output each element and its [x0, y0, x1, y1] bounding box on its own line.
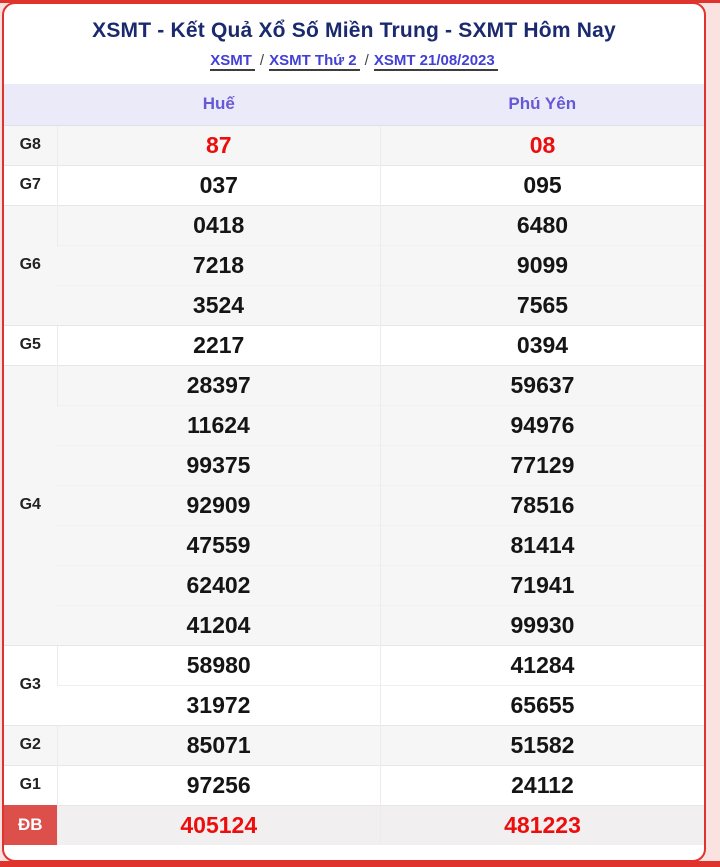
prize-value: 08	[381, 125, 705, 165]
prize-value: 59637	[381, 365, 705, 405]
results-card	[2, 2, 706, 862]
prize-value: 99375	[57, 445, 381, 485]
prize-value: 24112	[381, 765, 705, 805]
prize-column-header	[4, 84, 57, 125]
prize-value: 6480	[381, 205, 705, 245]
prize-value: 7565	[381, 285, 705, 325]
prize-value: 3524	[57, 285, 381, 325]
table-row-g8	[4, 125, 704, 165]
prize-value: 65655	[381, 685, 705, 725]
table-row-g6	[4, 285, 704, 325]
prize-label-g4: G4	[4, 365, 57, 645]
prize-value: 85071	[57, 725, 381, 765]
table-row-g4	[4, 605, 704, 645]
table-row-g2	[4, 725, 704, 765]
header-area	[4, 4, 704, 84]
prize-label-g5: G5	[4, 325, 57, 365]
prize-label-db: ĐB	[4, 805, 57, 845]
prize-value: 41204	[57, 605, 381, 645]
table-row-g4	[4, 525, 704, 565]
table-row-g4	[4, 565, 704, 605]
table-row-g4	[4, 405, 704, 445]
prize-value: 28397	[57, 365, 381, 405]
prize-value: 62402	[57, 565, 381, 605]
table-row-g3	[4, 645, 704, 685]
breadcrumb-link-xsmt-date[interactable]: XSMT 21/08/2023	[374, 52, 498, 71]
prize-label-g8: G8	[4, 125, 57, 165]
prize-value: 94976	[381, 405, 705, 445]
prize-value: 41284	[381, 645, 705, 685]
prize-value: 9099	[381, 245, 705, 285]
breadcrumb-separator: /	[259, 52, 265, 69]
prize-value: 51582	[381, 725, 705, 765]
prize-value: 481223	[381, 805, 705, 845]
prize-label-g1: G1	[4, 765, 57, 805]
breadcrumb-link-xsmt[interactable]: XSMT	[210, 52, 255, 71]
column-header-phu-yen: Phú Yên	[381, 84, 705, 125]
prize-value: 31972	[57, 685, 381, 725]
table-header-row	[4, 84, 704, 125]
prize-value: 92909	[57, 485, 381, 525]
prize-label-g7: G7	[4, 165, 57, 205]
table-row-g6	[4, 245, 704, 285]
prize-value: 58980	[57, 645, 381, 685]
prize-value: 405124	[57, 805, 381, 845]
prize-value: 2217	[57, 325, 381, 365]
prize-value: 71941	[381, 565, 705, 605]
prize-value: 97256	[57, 765, 381, 805]
prize-label-g2: G2	[4, 725, 57, 765]
table-row-g1	[4, 765, 704, 805]
table-row-g4	[4, 445, 704, 485]
prize-label-g6: G6	[4, 205, 57, 325]
table-row-g4	[4, 485, 704, 525]
breadcrumb	[4, 52, 704, 69]
prize-label-g3: G3	[4, 645, 57, 725]
page-title: XSMT - Kết Quả Xổ Số Miền Trung - SXMT Hôm Nay	[92, 19, 616, 42]
prize-value: 81414	[381, 525, 705, 565]
breadcrumb-link-xsmt-thu2[interactable]: XSMT Thứ 2	[269, 52, 360, 71]
prize-value: 037	[57, 165, 381, 205]
lottery-results-table	[4, 84, 704, 845]
table-row-db	[4, 805, 704, 845]
prize-value: 11624	[57, 405, 381, 445]
prize-value: 77129	[381, 445, 705, 485]
table-row-g5	[4, 325, 704, 365]
table-row-g6	[4, 205, 704, 245]
table-row-g4	[4, 365, 704, 405]
prize-value: 095	[381, 165, 705, 205]
prize-value: 87	[57, 125, 381, 165]
breadcrumb-separator: /	[364, 52, 369, 69]
prize-value: 78516	[381, 485, 705, 525]
prize-value: 0418	[57, 205, 381, 245]
prize-value: 47559	[57, 525, 381, 565]
prize-value: 0394	[381, 325, 705, 365]
table-row-g7	[4, 165, 704, 205]
column-header-hue: Huế	[57, 84, 381, 125]
prize-value: 7218	[57, 245, 381, 285]
prize-value: 99930	[381, 605, 705, 645]
table-row-g3	[4, 685, 704, 725]
